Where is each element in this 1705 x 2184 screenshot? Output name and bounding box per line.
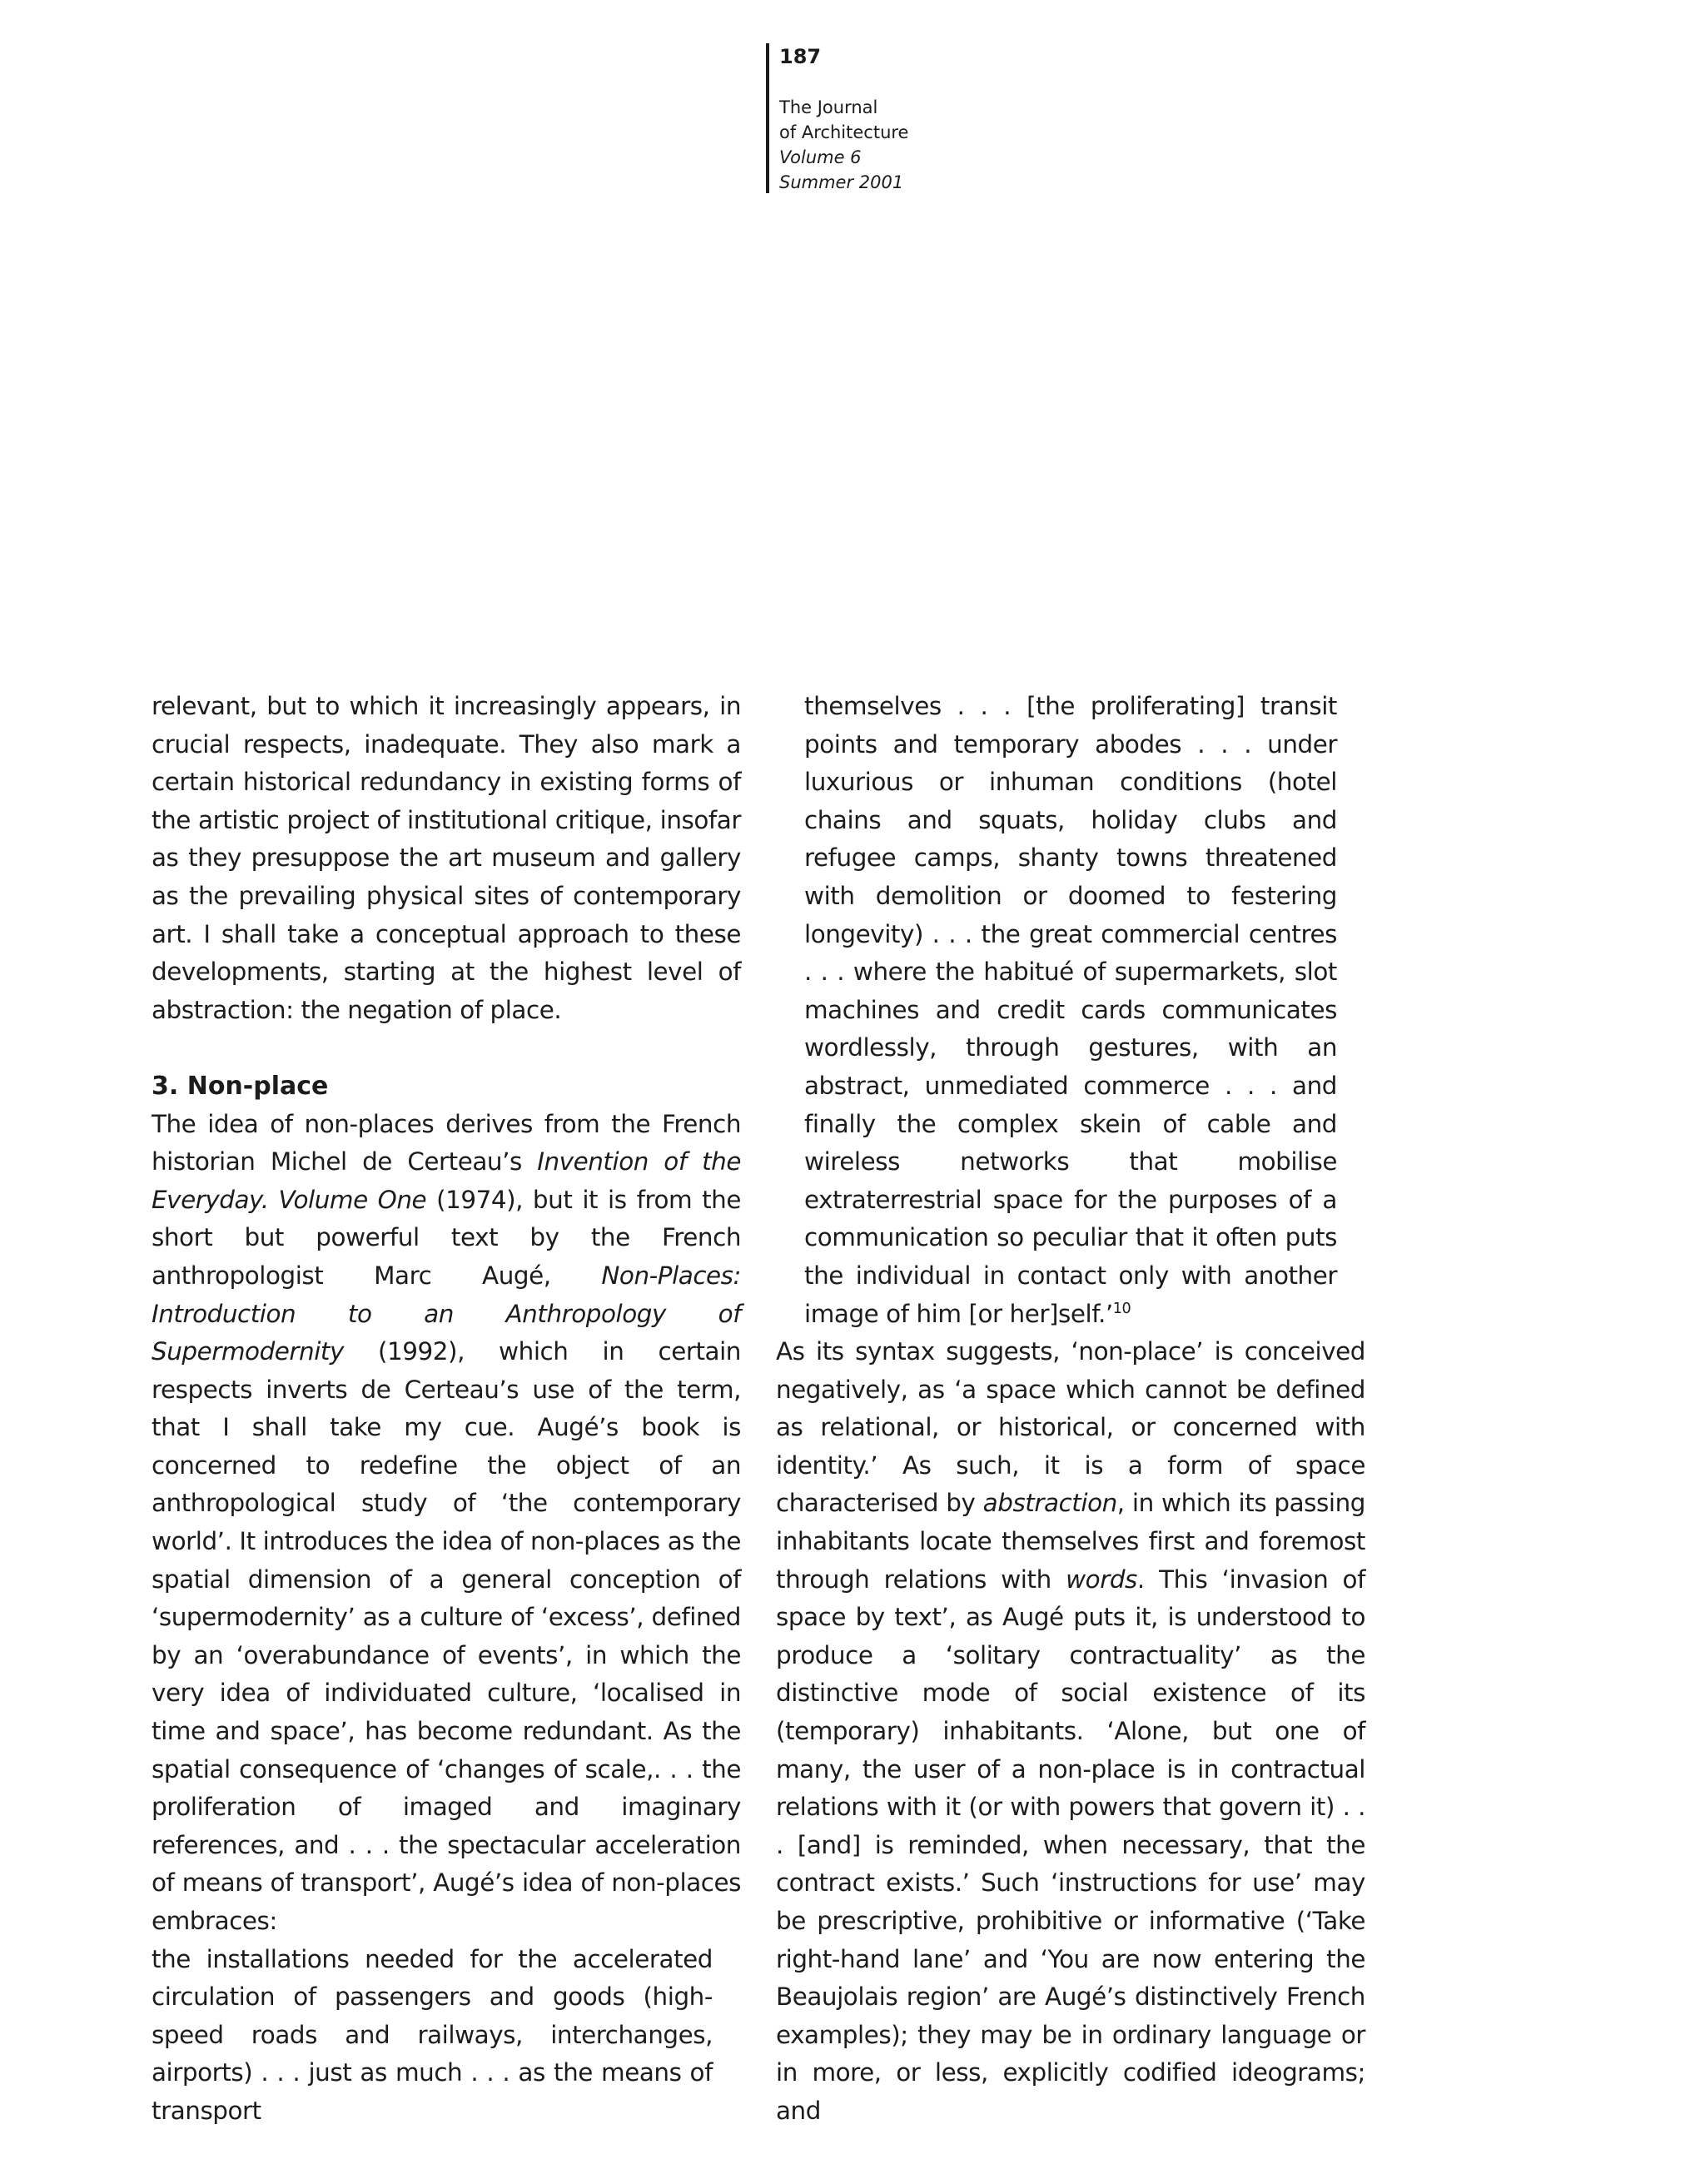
book-title: Invention of the Everyday. Volume One <box>152 1147 741 1214</box>
volume-label: Volume 6 <box>779 147 862 167</box>
quote-text: themselves . . . [the proliferating] transit points and temporary abodes . . . under luxurious or inhuman conditions (hotel chains and squats, holiday clubs and refugee camps, shanty towns threatened with demolition or doomed to festering longevity) . . . the great commercial centres . . . where the habitué of supermarkets, slot machines and credit cards communicates wordlessly, through gestures, with an abstract, unmediated commerce . . . and finally the complex skein of cable and wireless networks that mobilise extraterrestrial space for the purposes of a communication so peculiar that it often puts the individual in contact only with another image of him [or her]self.’ <box>804 692 1337 1328</box>
intro-paragraph: relevant, but to which it increasingly appears, in crucial respects, inadequate. They also mark a certain historical redundancy in existing forms of the artistic project of institutional critique, insofar as they presuppose the art museum and gallery as the prevailing physical sites of contemporary art. I shall take a conceptual approach to these developments, starting at the highest level of abstraction: the negation of place. <box>152 692 741 1024</box>
body-paragraph-non-place <box>152 1106 741 1941</box>
body-text: (1992), which in certain respects inverts de Certeau’s use of the term, that I shall take my cue. Augé’s book is concerned to redefine the object of an anthropological study of ‘the contemporary world’. It introduces the idea of non-places as the spatial dimension of a general conception of ‘supermodernity’ as a culture of ‘excess’, defined by an ‘overabundance of events’, in which the very idea of individuated culture, ‘localised in time and space’, has become redundant. As the spatial consequence of ‘changes of scale,. . . the proliferation of imaged and imaginary references, and . . . the spectacular acceleration of means of transport’, Augé’s idea of non-places embraces: <box>152 1337 741 1935</box>
section-gap <box>152 1029 741 1067</box>
section-heading: 3. Non-place <box>152 1071 329 1101</box>
body-text: , in which its passing inhabitants locate themselves first and foremost through relations with <box>776 1489 1365 1594</box>
page-number: 187 <box>779 45 822 68</box>
journal-title-line2: of Architecture <box>779 122 909 142</box>
right-column <box>776 688 1365 2131</box>
body-text: . This ‘invasion of space by text’, as Augé puts it, is understood to produce a ‘solitary contractuality’ as the distinctive mode of social existence of its (temporary) inhabitants. ‘Alone, but one of many, the user of a non-place is in contractual relations with it (or with powers that govern it) . . . [and] is reminded, when necessary, that the contract exists.’ Such ‘instructions for use’ may be prescriptive, prohibitive or informative (‘Take right-hand lane’ and ‘You are now entering the Beaujolais region’ are Augé’s distinctively French examples); they may be in ordinary language or in more, or less, explicitly codified ideograms; and <box>776 1565 1365 2125</box>
running-header <box>766 43 908 193</box>
issue-label: Summer 2001 <box>779 172 904 192</box>
body-paragraph-syntax <box>776 1333 1365 2130</box>
journal-title-line1: The Journal <box>779 97 878 117</box>
footnote-reference: 10 <box>1112 1300 1131 1317</box>
body-text: (1974), but it is from the short but powerful text by the French anthropologist Marc Augé, <box>152 1185 741 1290</box>
left-column <box>152 688 741 2131</box>
emphasis: words <box>1066 1565 1137 1594</box>
emphasis: abstraction <box>982 1489 1117 1518</box>
block-quote-continued <box>804 688 1365 1333</box>
book-title: Non-Places: Introduction to an Anthropology of Supermodernity <box>152 1261 741 1366</box>
body-text: As its syntax suggests, ‘non-place’ is conceived negatively, as ‘a space which cannot be defined as relational, or historical, or concerned with identity.’ As such, it is a form of space characterised by <box>776 1337 1365 1518</box>
body-text: The idea of non-places derives from the French historian Michel de Certeau’s <box>152 1109 741 1177</box>
block-quote-start: the installations needed for the accelerated circulation of passengers and goods (high-speed roads and railways, interchanges, airports) . . . just as much . . . as the means of transport <box>152 1944 713 2125</box>
